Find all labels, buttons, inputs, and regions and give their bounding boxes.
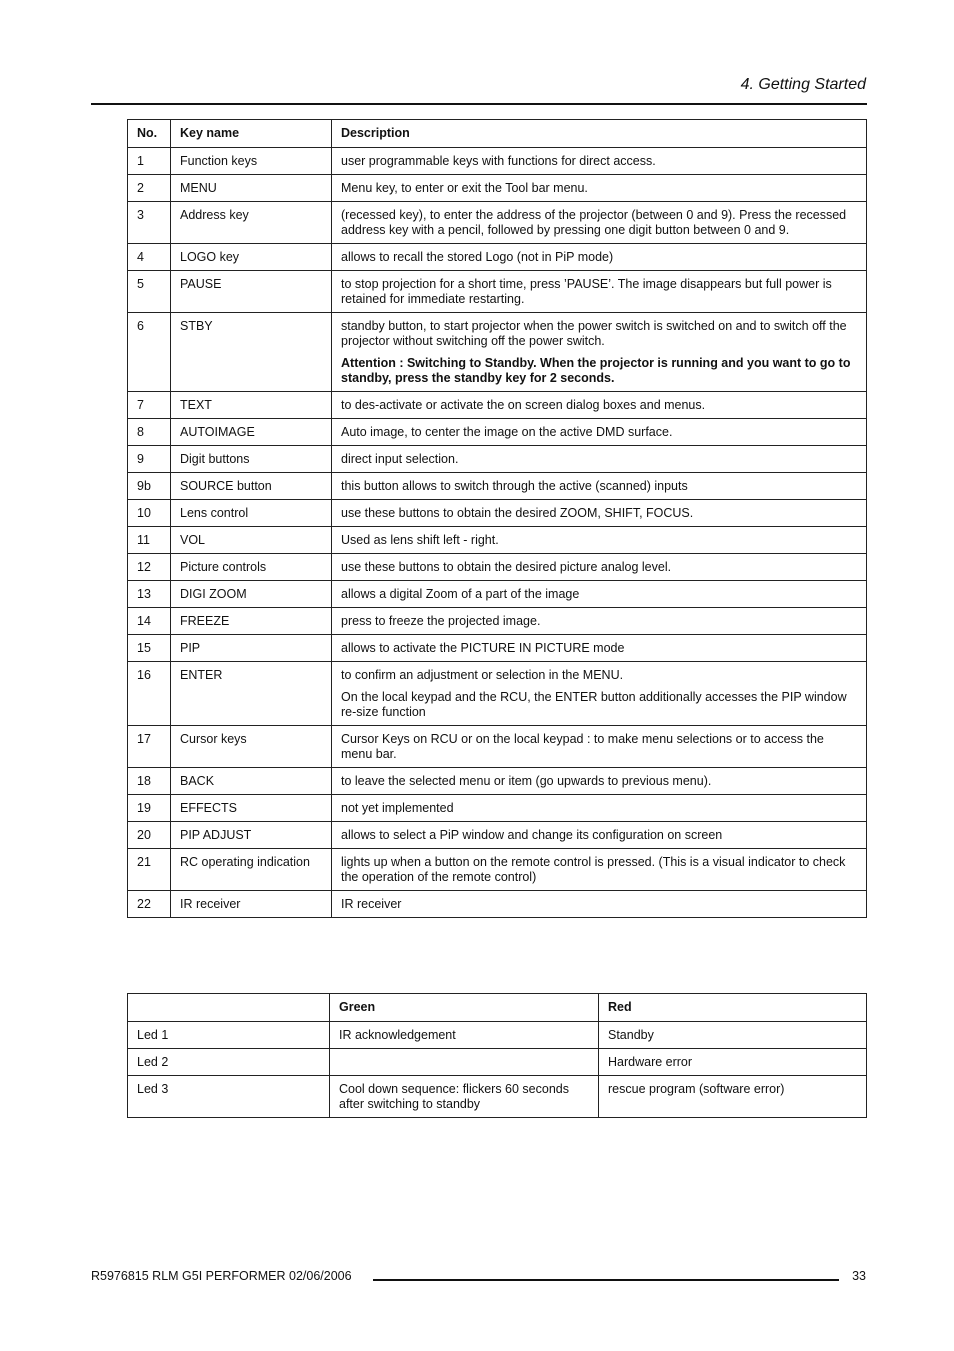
led-name-cell: Led 2 — [128, 1049, 330, 1076]
key-number-cell: 7 — [128, 392, 171, 419]
footer-doc-info: R5976815 RLM G5I PERFORMER 02/06/2006 — [91, 1269, 352, 1283]
footer-rule — [373, 1279, 839, 1281]
key-name-cell: AUTOIMAGE — [171, 419, 332, 446]
description-paragraph: to confirm an adjustment or selection in the MENU. — [341, 668, 624, 682]
key-description-cell — [332, 554, 867, 581]
table-row — [128, 635, 867, 662]
key-description-cell — [332, 608, 867, 635]
key-name-cell: PIP ADJUST — [171, 822, 332, 849]
led-table — [127, 993, 867, 1118]
key-description-cell — [332, 313, 867, 392]
table-row — [128, 554, 867, 581]
table-row — [128, 392, 867, 419]
description-paragraph: direct input selection. — [341, 452, 459, 466]
led-red-cell: Hardware error — [599, 1049, 867, 1076]
key-number-cell: 1 — [128, 148, 171, 175]
key-number-cell: 15 — [128, 635, 171, 662]
led-table-header-row — [128, 994, 867, 1022]
header-rule — [91, 103, 867, 105]
key-description-cell — [332, 768, 867, 795]
key-number-cell: 5 — [128, 271, 171, 313]
table-row — [128, 175, 867, 202]
key-description-cell — [332, 527, 867, 554]
description-paragraph: use these buttons to obtain the desired picture analog level. — [341, 560, 672, 574]
led-red-cell: rescue program (software error) — [599, 1076, 867, 1118]
led-green-cell — [330, 1049, 599, 1076]
description-paragraph: user programmable keys with functions for direct access. — [341, 154, 656, 168]
key-table-header-row — [128, 120, 867, 148]
key-number-cell: 12 — [128, 554, 171, 581]
key-name-cell: Picture controls — [171, 554, 332, 581]
key-number-cell: 4 — [128, 244, 171, 271]
page-number: 33 — [852, 1269, 866, 1283]
key-number-cell: 21 — [128, 849, 171, 891]
column-header-no: No. — [128, 120, 171, 148]
table-row — [128, 244, 867, 271]
key-number-cell: 9 — [128, 446, 171, 473]
key-number-cell: 9b — [128, 473, 171, 500]
key-description-cell — [332, 392, 867, 419]
table-row — [128, 313, 867, 392]
key-description-cell — [332, 419, 867, 446]
column-header-key-name: Key name — [171, 120, 332, 148]
table-row — [128, 662, 867, 726]
description-paragraph: Used as lens shift left - right. — [341, 533, 499, 547]
key-number-cell: 20 — [128, 822, 171, 849]
description-paragraph: On the local keypad and the RCU, the ENTER button additionally accesses the PIP window re-size function — [341, 690, 847, 719]
column-header-description: Description — [332, 120, 867, 148]
description-paragraph: (recessed key), to enter the address of the projector (between 0 and 9). Press the recessed address key with a pencil, followed by pressing one digit button between 0 and 9. — [341, 208, 847, 237]
key-name-cell: BACK — [171, 768, 332, 795]
led-name-cell: Led 3 — [128, 1076, 330, 1118]
description-paragraph: allows to select a PiP window and change its configuration on screen — [341, 828, 723, 842]
table-row — [128, 527, 867, 554]
key-name-cell: PAUSE — [171, 271, 332, 313]
led-red-cell: Standby — [599, 1022, 867, 1049]
table-row — [128, 1049, 867, 1076]
table-row — [128, 148, 867, 175]
key-name-cell: RC operating indication — [171, 849, 332, 891]
key-number-cell: 11 — [128, 527, 171, 554]
key-description-cell — [332, 891, 867, 918]
key-name-cell: Address key — [171, 202, 332, 244]
key-description-cell — [332, 635, 867, 662]
key-name-cell: VOL — [171, 527, 332, 554]
key-name-cell: Lens control — [171, 500, 332, 527]
table-row — [128, 581, 867, 608]
key-name-cell: TEXT — [171, 392, 332, 419]
column-header-led — [128, 994, 330, 1022]
description-paragraph: this button allows to switch through the active (scanned) inputs — [341, 479, 688, 493]
description-paragraph: to leave the selected menu or item (go upwards to previous menu). — [341, 774, 712, 788]
key-number-cell: 3 — [128, 202, 171, 244]
key-name-cell: Function keys — [171, 148, 332, 175]
table-row — [128, 768, 867, 795]
table-row — [128, 1022, 867, 1049]
key-name-cell: IR receiver — [171, 891, 332, 918]
table-row — [128, 419, 867, 446]
key-name-cell: LOGO key — [171, 244, 332, 271]
description-paragraph: Menu key, to enter or exit the Tool bar menu. — [341, 181, 588, 195]
key-number-cell: 8 — [128, 419, 171, 446]
key-description-cell — [332, 581, 867, 608]
description-paragraph: Auto image, to center the image on the active DMD surface. — [341, 425, 673, 439]
table-row — [128, 271, 867, 313]
description-paragraph: not yet implemented — [341, 801, 454, 815]
led-green-cell: Cool down sequence: flickers 60 seconds after switching to standby — [330, 1076, 599, 1118]
key-description-cell — [332, 726, 867, 768]
key-description-cell — [332, 795, 867, 822]
description-paragraph: use these buttons to obtain the desired ZOOM, SHIFT, FOCUS. — [341, 506, 694, 520]
key-name-cell: EFFECTS — [171, 795, 332, 822]
table-row — [128, 1076, 867, 1118]
key-number-cell: 2 — [128, 175, 171, 202]
key-number-cell: 6 — [128, 313, 171, 392]
key-name-cell: Cursor keys — [171, 726, 332, 768]
column-header-green: Green — [330, 994, 599, 1022]
table-row — [128, 822, 867, 849]
table-row — [128, 795, 867, 822]
column-header-red: Red — [599, 994, 867, 1022]
chapter-title: 4. Getting Started — [740, 76, 866, 93]
description-paragraph: allows to activate the PICTURE IN PICTURE mode — [341, 641, 625, 655]
key-name-cell: STBY — [171, 313, 332, 392]
key-number-cell: 14 — [128, 608, 171, 635]
table-row — [128, 726, 867, 768]
table-row — [128, 446, 867, 473]
key-description-cell — [332, 446, 867, 473]
led-green-cell: IR acknowledgement — [330, 1022, 599, 1049]
table-row — [128, 849, 867, 891]
key-number-cell: 19 — [128, 795, 171, 822]
description-paragraph: standby button, to start projector when the power switch is switched on and to switch off the projector without switching off the power switch. — [341, 319, 847, 348]
key-number-cell: 22 — [128, 891, 171, 918]
key-description-cell — [332, 175, 867, 202]
key-name-cell: FREEZE — [171, 608, 332, 635]
key-name-cell: SOURCE button — [171, 473, 332, 500]
key-description-cell — [332, 202, 867, 244]
key-description-cell — [332, 271, 867, 313]
key-table — [127, 119, 867, 918]
description-paragraph: press to freeze the projected image. — [341, 614, 541, 628]
key-name-cell: PIP — [171, 635, 332, 662]
key-description-cell — [332, 849, 867, 891]
key-name-cell: MENU — [171, 175, 332, 202]
description-paragraph: allows to recall the stored Logo (not in PiP mode) — [341, 250, 614, 264]
attention-note: Attention : Switching to Standby. When the projector is running and you want to go to standby, press the standby key for 2 seconds. — [341, 356, 851, 385]
key-description-cell — [332, 244, 867, 271]
key-name-cell: ENTER — [171, 662, 332, 726]
key-description-cell — [332, 500, 867, 527]
key-description-cell — [332, 473, 867, 500]
key-description-cell — [332, 148, 867, 175]
description-paragraph: to des-activate or activate the on screen dialog boxes and menus. — [341, 398, 706, 412]
description-paragraph: IR receiver — [341, 897, 402, 911]
key-description-cell — [332, 822, 867, 849]
table-row — [128, 473, 867, 500]
table-row — [128, 891, 867, 918]
key-description-cell — [332, 662, 867, 726]
table-row — [128, 500, 867, 527]
key-number-cell: 16 — [128, 662, 171, 726]
description-paragraph: to stop projection for a short time, press ’PAUSE’. The image disappears but full power is retained for immediate restarting. — [341, 277, 832, 306]
table-row — [128, 608, 867, 635]
key-number-cell: 13 — [128, 581, 171, 608]
description-paragraph: Cursor Keys on RCU or on the local keypad : to make menu selections or to access the menu bar. — [341, 732, 824, 761]
key-number-cell: 18 — [128, 768, 171, 795]
key-number-cell: 17 — [128, 726, 171, 768]
description-paragraph: allows a digital Zoom of a part of the image — [341, 587, 580, 601]
description-paragraph: lights up when a button on the remote control is pressed. (This is a visual indicator to check the operation of the remote control) — [341, 855, 846, 884]
led-name-cell: Led 1 — [128, 1022, 330, 1049]
table-row — [128, 202, 867, 244]
key-number-cell: 10 — [128, 500, 171, 527]
key-name-cell: Digit buttons — [171, 446, 332, 473]
key-name-cell: DIGI ZOOM — [171, 581, 332, 608]
